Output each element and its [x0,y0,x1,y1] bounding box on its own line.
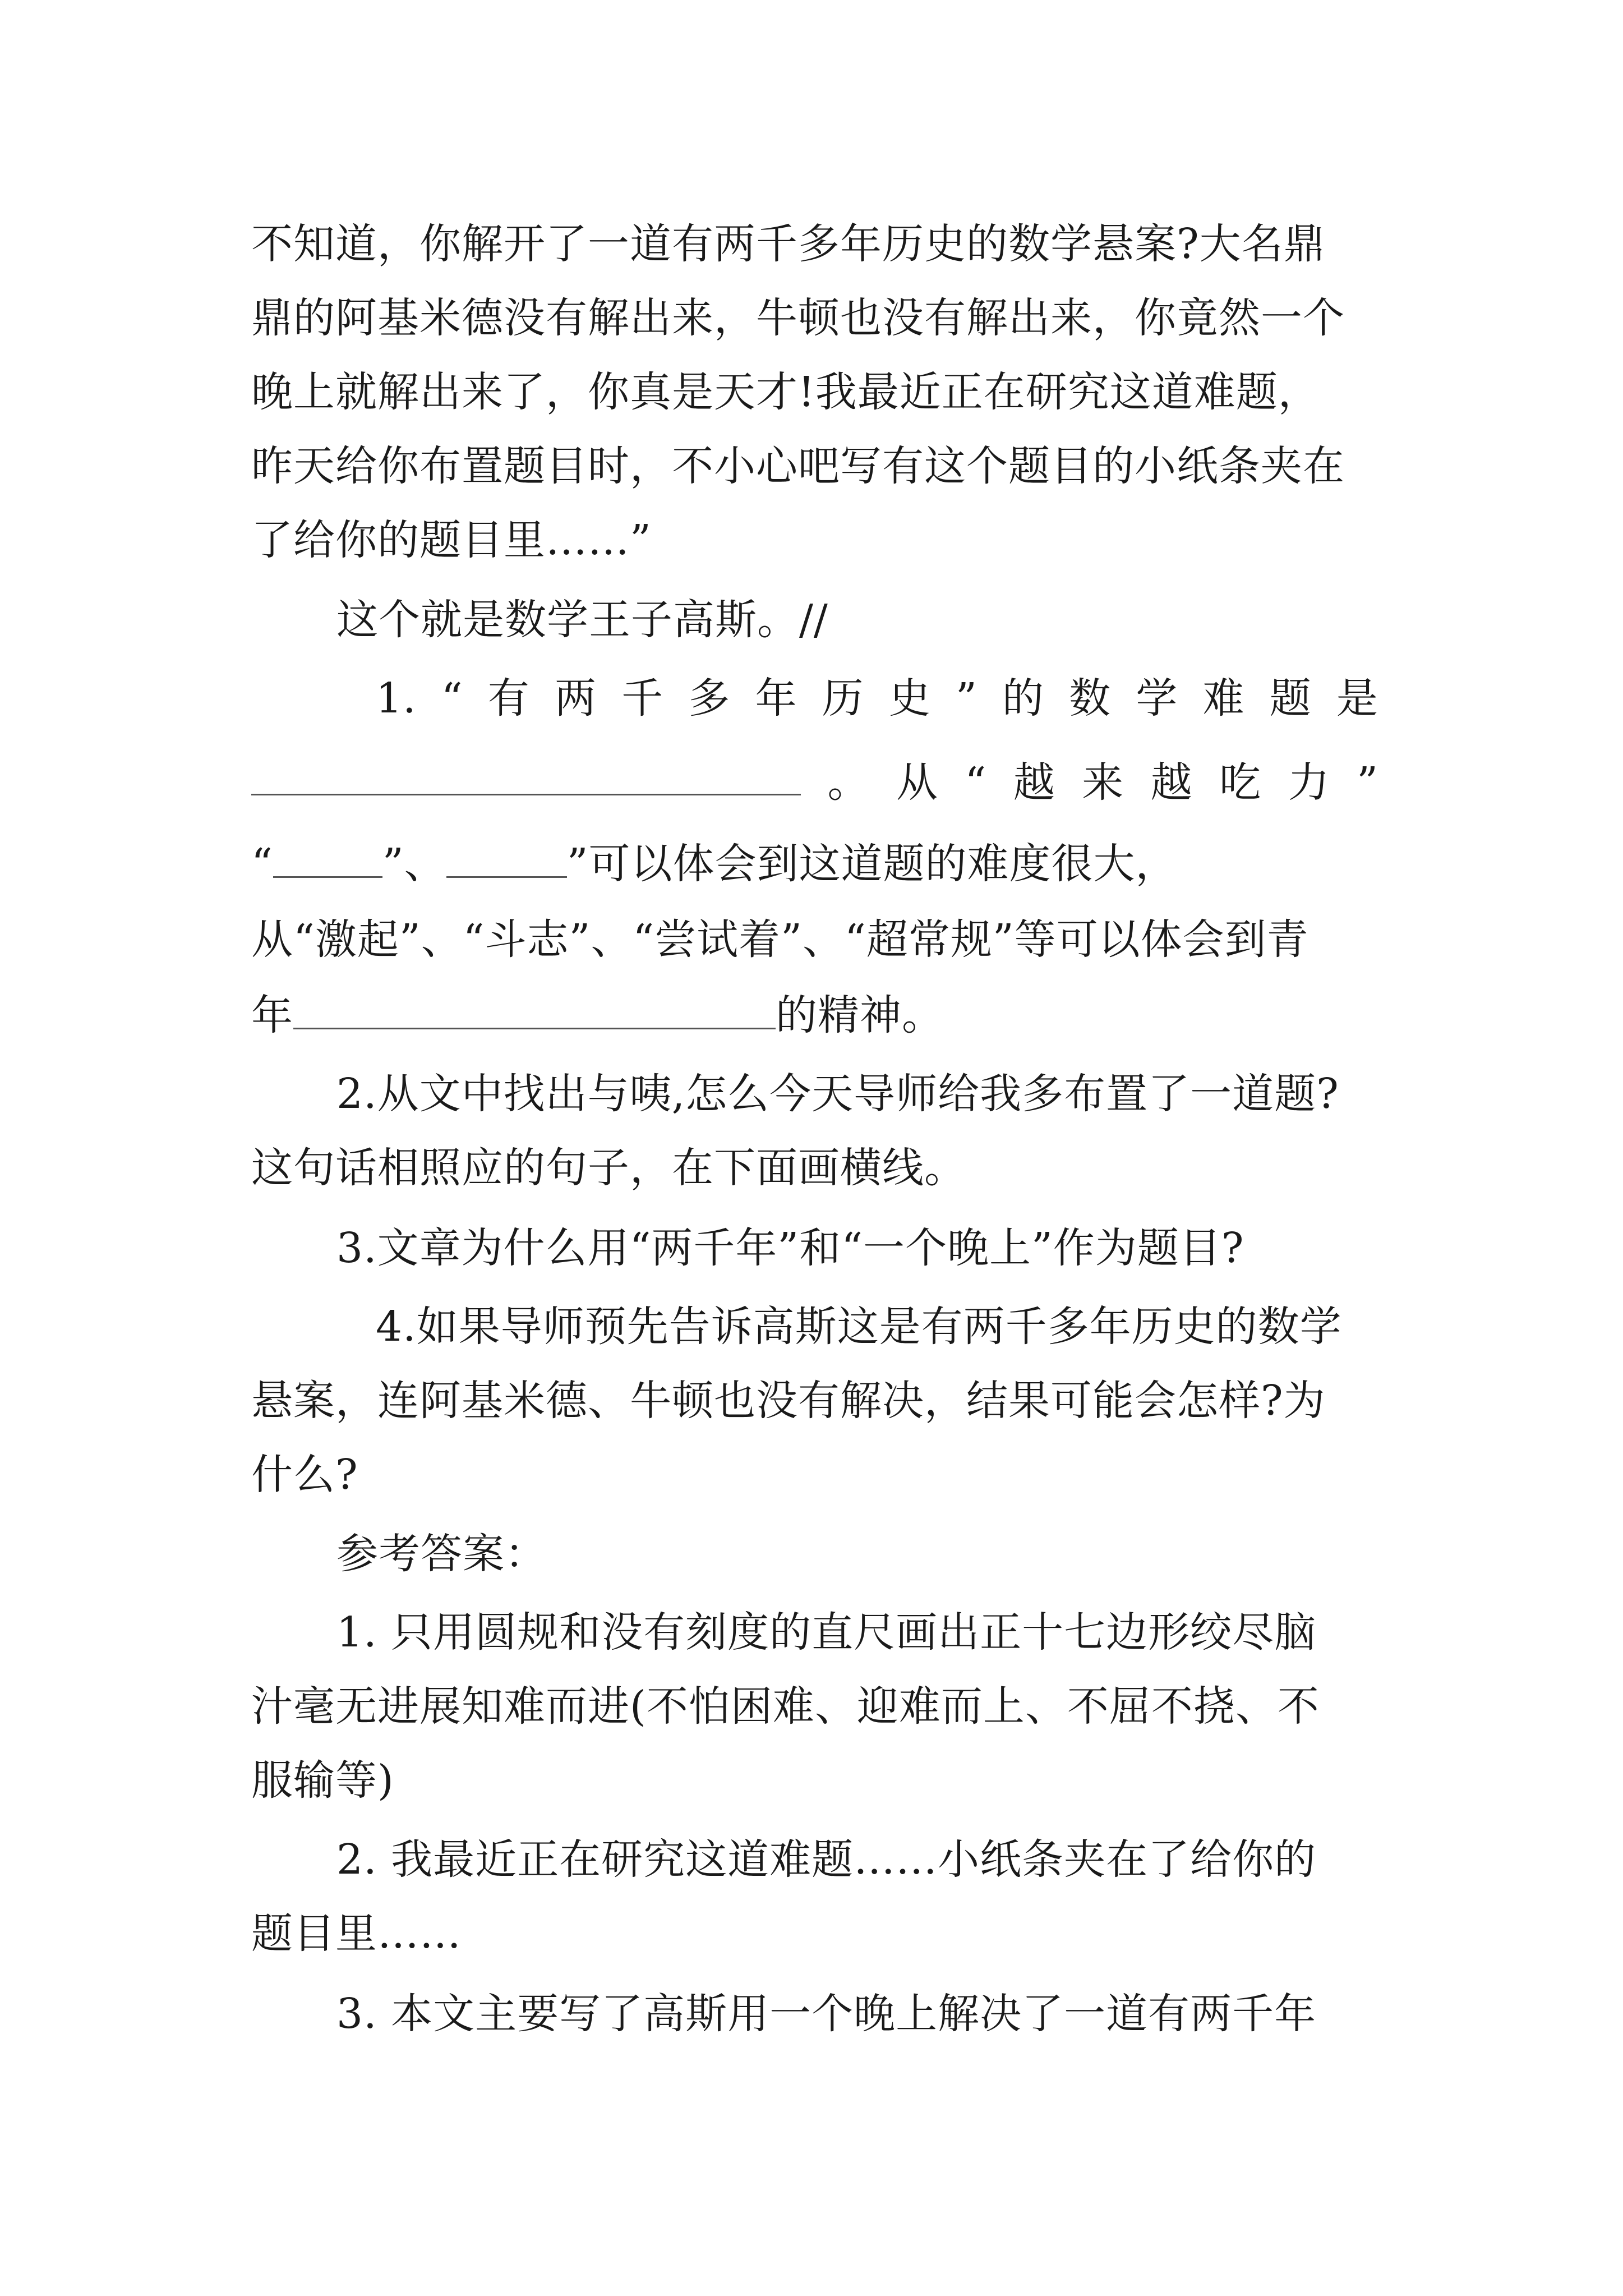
answer3-line1: 3. 本文主要写了高斯用一个晚上解决了一道有两千年 [336,1990,1317,2038]
question2-line1: 2.从文中找出与咦,怎么今天导师给我多布置了一道题? [336,1070,1339,1118]
answer1-line2: 汁毫无进展知难而进(不怕困难、迎难而上、不屈不挠、不 [251,1682,1320,1731]
question4-line3: 什么? [251,1451,358,1499]
q1-line5-prefix: 年 [251,991,293,1039]
q1-char: 力 [1288,758,1330,807]
story-line-4: 昨天给你布置题目时，不小心吧写有这个题目的小纸条夹在 [251,442,1345,490]
close-quote-sep: ”、 [382,840,446,888]
question2-line2: 这句话相照应的句子，在下面画横线。 [251,1144,966,1192]
answer-blank[interactable] [293,983,776,1029]
q1-char: 来 [1082,758,1124,807]
answers-heading: 参考答案： [336,1530,547,1578]
answer2-line1: 2. 我最近正在研究这道难题……小纸条夹在了给你的 [336,1835,1317,1884]
q1-char: 1. [376,674,417,723]
question1-line3 [251,830,1378,898]
q1-char: 史 [888,674,931,723]
story-line-5: 了给你的题目里……” [251,516,652,564]
question1-line5 [251,982,1378,1049]
answer2-line2: 题目里…… [251,1910,462,1958]
closing-line: 这个就是数学王子高斯。// [336,596,828,644]
story-line-2: 鼎的阿基米德没有解出来，牛顿也没有解出来，你竟然一个 [251,294,1345,342]
q1-char: “ [965,758,987,807]
q1-char: ” [956,674,978,723]
q1-char: 吃 [1219,758,1262,807]
q1-char: 两 [554,674,597,723]
q1-char: 多 [688,674,731,723]
question1-line1 [376,665,1378,732]
answer-blank[interactable] [446,831,567,878]
question1-line2 [251,749,1378,816]
q1-char: “ [441,674,463,723]
q1-char: 从 [896,758,938,807]
answer1-line3: 服输等) [251,1756,394,1805]
answer-blank[interactable] [273,831,382,878]
question3: 3.文章为什么用“两千年”和“一个晚上”作为题目? [336,1224,1244,1272]
q1-char: 难 [1202,674,1245,723]
q1-char: 历 [822,674,864,723]
question4-line2: 悬案，连阿基米德、牛顿也没有解决，结果可能会怎样?为 [251,1377,1326,1425]
story-line-1: 不知道，你解开了一道有两千多年历史的数学悬案?大名鼎 [251,220,1326,268]
answer-blank[interactable] [251,749,801,795]
q1-char: 越 [1013,758,1055,807]
question1-line4: 从“激起”、“斗志”、“尝试着”、“超常规”等可以体会到青 [251,915,1309,964]
q1-char: 是 [1336,674,1378,723]
q1-char: 千 [621,674,664,723]
q1-char: 年 [755,674,797,723]
q1-char: 越 [1150,758,1193,807]
question4-line1: 4.如果导师预先告诉高斯这是有两千多年历史的数学 [376,1303,1342,1351]
q1-char: 数 [1069,674,1112,723]
q1-line5-suffix: 的精神。 [776,991,944,1039]
q1-char: 。 [827,758,870,807]
q1-char: 学 [1136,674,1178,723]
q1-line3-rest: ”可以体会到这道题的难度很大， [566,840,1178,888]
q1-char: 题 [1269,674,1312,723]
open-quote: “ [251,840,273,888]
story-line-3: 晚上就解出来了，你真是天才!我最近正在研究这道难题， [251,368,1320,416]
q1-char: ” [1357,758,1378,807]
q1-char: 的 [1002,674,1045,723]
q1-char: 有 [487,674,530,723]
answer1-line1: 1. 只用圆规和没有刻度的直尺画出正十七边形绞尽脑 [336,1608,1317,1657]
